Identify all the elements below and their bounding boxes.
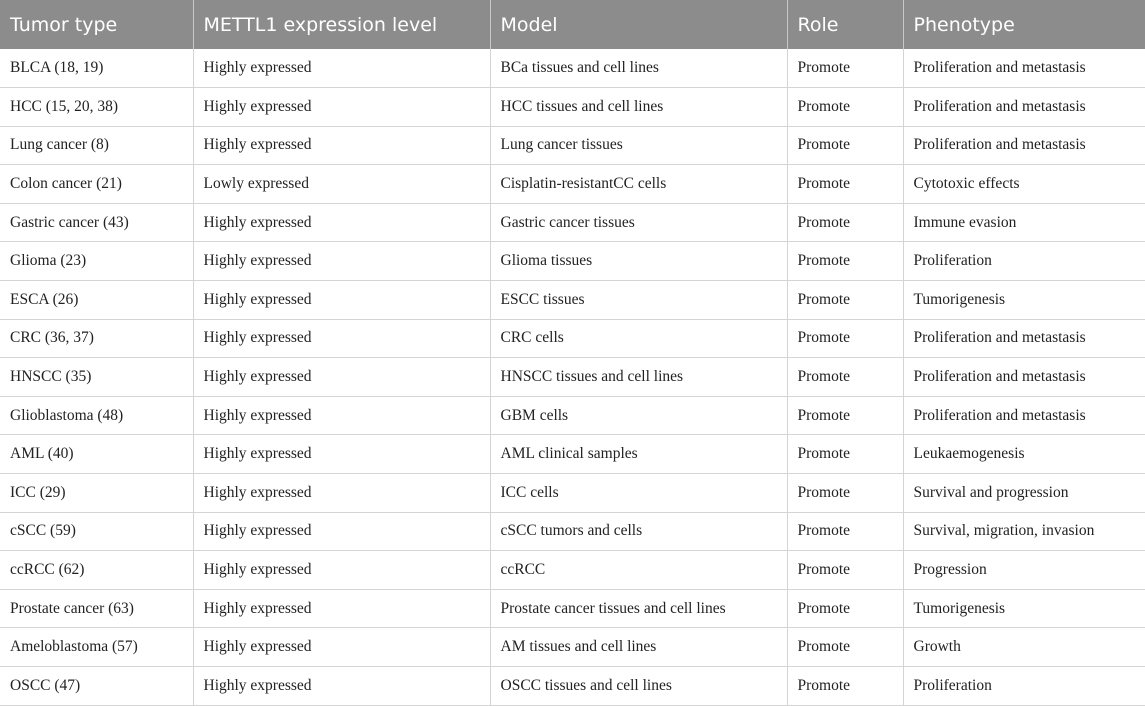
model-cell: Prostate cancer tissues and cell lines: [490, 589, 787, 628]
table-row: [0, 319, 1145, 358]
table-row: [0, 49, 1145, 88]
header-expression-level: METTL1 expression level: [193, 0, 490, 49]
role-cell: Promote: [787, 512, 903, 551]
role-cell: Promote: [787, 88, 903, 127]
role-cell: Promote: [787, 203, 903, 242]
model-cell: ESCC tissues: [490, 281, 787, 320]
expression-level-cell: Highly expressed: [193, 203, 490, 242]
model-cell: CRC cells: [490, 319, 787, 358]
tumor-type-cell: CRC (36, 37): [0, 319, 193, 358]
role-cell: Promote: [787, 165, 903, 204]
table-row: [0, 435, 1145, 474]
model-cell: Cisplatin-resistantCC cells: [490, 165, 787, 204]
model-cell: GBM cells: [490, 396, 787, 435]
role-cell: Promote: [787, 396, 903, 435]
tumor-type-cell: cSCC (59): [0, 512, 193, 551]
model-cell: ICC cells: [490, 474, 787, 513]
role-cell: Promote: [787, 589, 903, 628]
model-cell: Glioma tissues: [490, 242, 787, 281]
tumor-type-cell: Glioblastoma (48): [0, 396, 193, 435]
role-cell: Promote: [787, 281, 903, 320]
expression-level-cell: Highly expressed: [193, 628, 490, 667]
tumor-type-cell: AML (40): [0, 435, 193, 474]
phenotype-cell: Proliferation and metastasis: [903, 88, 1145, 127]
model-cell: OSCC tissues and cell lines: [490, 667, 787, 706]
phenotype-cell: Proliferation and metastasis: [903, 126, 1145, 165]
role-cell: Promote: [787, 319, 903, 358]
table-row: [0, 474, 1145, 513]
tumor-type-cell: OSCC (47): [0, 667, 193, 706]
header-phenotype: Phenotype: [903, 0, 1145, 49]
table-row: [0, 126, 1145, 165]
tumor-type-cell: Prostate cancer (63): [0, 589, 193, 628]
table-row: [0, 358, 1145, 397]
role-cell: Promote: [787, 435, 903, 474]
phenotype-cell: Tumorigenesis: [903, 589, 1145, 628]
expression-level-cell: Highly expressed: [193, 435, 490, 474]
expression-level-cell: Lowly expressed: [193, 165, 490, 204]
model-cell: ccRCC: [490, 551, 787, 590]
table-row: [0, 88, 1145, 127]
role-cell: Promote: [787, 551, 903, 590]
phenotype-cell: Survival and progression: [903, 474, 1145, 513]
header-tumor-type: Tumor type: [10, 13, 118, 36]
tumor-type-cell: BLCA (18, 19): [0, 49, 193, 88]
table-row: [0, 628, 1145, 667]
expression-level-cell: Highly expressed: [193, 589, 490, 628]
table-row: [0, 203, 1145, 242]
table-row: [0, 165, 1145, 204]
tumor-type-cell: ESCA (26): [0, 281, 193, 320]
expression-level-cell: Highly expressed: [193, 396, 490, 435]
role-cell: Promote: [787, 474, 903, 513]
phenotype-cell: Immune evasion: [903, 203, 1145, 242]
model-cell: BCa tissues and cell lines: [490, 49, 787, 88]
phenotype-cell: Progression: [903, 551, 1145, 590]
phenotype-cell: Growth: [903, 628, 1145, 667]
expression-level-cell: Highly expressed: [193, 242, 490, 281]
table-row: [0, 396, 1145, 435]
role-cell: Promote: [787, 667, 903, 706]
phenotype-cell: Leukaemogenesis: [903, 435, 1145, 474]
model-cell: cSCC tumors and cells: [490, 512, 787, 551]
expression-level-cell: Highly expressed: [193, 667, 490, 706]
expression-level-cell: Highly expressed: [193, 88, 490, 127]
table-row: [0, 242, 1145, 281]
phenotype-cell: Proliferation and metastasis: [903, 358, 1145, 397]
tumor-type-cell: ICC (29): [0, 474, 193, 513]
expression-level-cell: Highly expressed: [193, 126, 490, 165]
phenotype-cell: Proliferation: [903, 667, 1145, 706]
phenotype-cell: Tumorigenesis: [903, 281, 1145, 320]
tumor-type-cell: Gastric cancer (43): [0, 203, 193, 242]
table-row: [0, 551, 1145, 590]
expression-level-cell: Highly expressed: [193, 474, 490, 513]
model-cell: Gastric cancer tissues: [490, 203, 787, 242]
role-cell: Promote: [787, 126, 903, 165]
model-cell: AM tissues and cell lines: [490, 628, 787, 667]
tumor-type-cell: Ameloblastoma (57): [0, 628, 193, 667]
phenotype-cell: Proliferation and metastasis: [903, 49, 1145, 88]
expression-level-cell: Highly expressed: [193, 49, 490, 88]
role-cell: Promote: [787, 49, 903, 88]
phenotype-cell: Proliferation and metastasis: [903, 319, 1145, 358]
phenotype-cell: Survival, migration, invasion: [903, 512, 1145, 551]
tumor-type-cell: HCC (15, 20, 38): [0, 88, 193, 127]
role-cell: Promote: [787, 242, 903, 281]
tumor-type-cell: HNSCC (35): [0, 358, 193, 397]
header-role: Role: [787, 0, 903, 49]
table-header: [0, 0, 1145, 49]
expression-level-cell: Highly expressed: [193, 358, 490, 397]
table-row: [0, 589, 1145, 628]
table-body: [0, 49, 1145, 705]
expression-level-cell: Highly expressed: [193, 551, 490, 590]
header-model: Model: [490, 0, 787, 49]
phenotype-cell: Cytotoxic effects: [903, 165, 1145, 204]
tumor-type-cell: Colon cancer (21): [0, 165, 193, 204]
phenotype-cell: Proliferation: [903, 242, 1145, 281]
phenotype-cell: Proliferation and metastasis: [903, 396, 1145, 435]
role-cell: Promote: [787, 358, 903, 397]
model-cell: Lung cancer tissues: [490, 126, 787, 165]
table-row: [0, 667, 1145, 706]
expression-level-cell: Highly expressed: [193, 319, 490, 358]
model-cell: HCC tissues and cell lines: [490, 88, 787, 127]
header-row: [0, 0, 1145, 49]
role-cell: Promote: [787, 628, 903, 667]
expression-level-cell: Highly expressed: [193, 512, 490, 551]
table-row: [0, 512, 1145, 551]
model-cell: HNSCC tissues and cell lines: [490, 358, 787, 397]
tumor-type-cell: ccRCC (62): [0, 551, 193, 590]
model-cell: AML clinical samples: [490, 435, 787, 474]
table-row: [0, 281, 1145, 320]
expression-level-cell: Highly expressed: [193, 281, 490, 320]
tumor-type-cell: Lung cancer (8): [0, 126, 193, 165]
tumor-type-cell: Glioma (23): [0, 242, 193, 281]
